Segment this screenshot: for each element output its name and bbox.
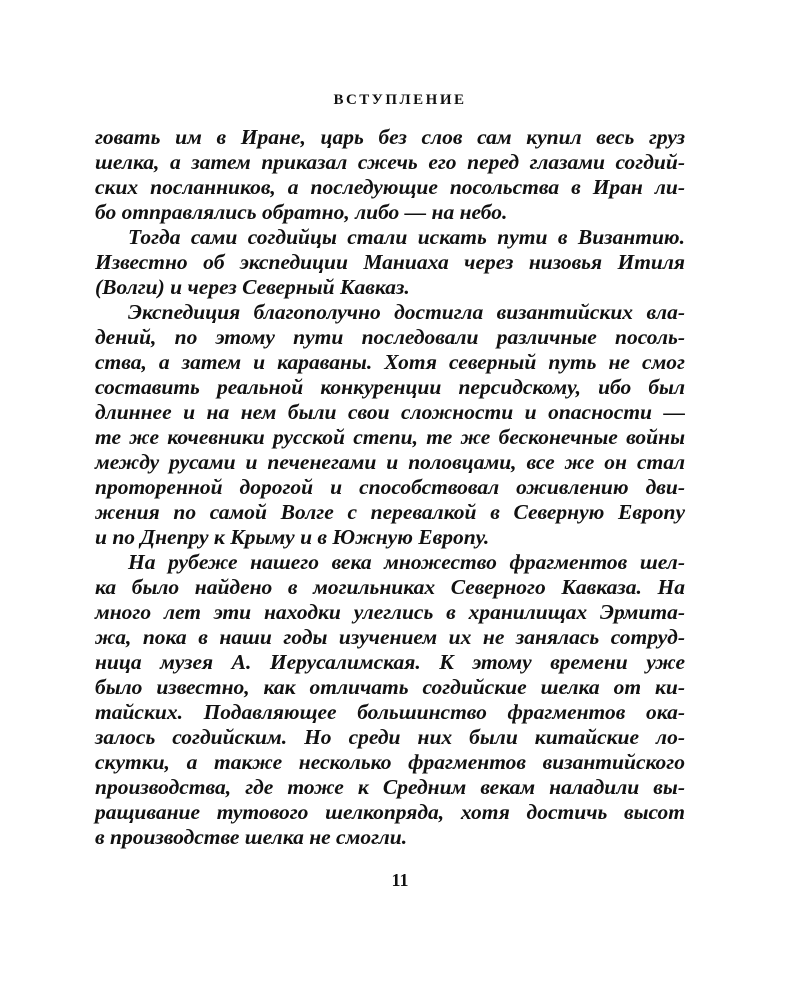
text-line: На рубеже нашего века множество фрагментов шел-: [128, 550, 685, 574]
text-line: жения по самой Волге с перевалкой в Северную Европу: [95, 500, 685, 524]
text-line: в производстве шелка не смогли.: [95, 825, 408, 849]
text-line: ращивание тутового шелкопряда, хотя достичь высот: [95, 800, 685, 824]
text-line: залось согдийским. Но среди них были китайские ло-: [95, 725, 685, 749]
text-line: длиннее и на нем были свои сложности и опасности —: [95, 400, 685, 424]
text-line: между русами и печенегами и половцами, все же он стал: [95, 450, 685, 474]
text-line: (Волги) и через Северный Кавказ.: [95, 275, 410, 299]
text-line: жа, пока в наши годы изучением их не занялась сотруд-: [95, 625, 685, 649]
text-line: производства, где тоже к Средним векам наладили вы-: [95, 775, 685, 799]
text-line: ница музея А. Иерусалимская. К этому времени уже: [95, 650, 685, 674]
text-line: тайских. Подавляющее большинство фрагментов ока-: [95, 700, 685, 724]
text-line: Известно об экспедиции Маниаха через низовья Итиля: [95, 250, 685, 274]
running-head: ВСТУПЛЕНИЕ: [333, 92, 467, 108]
text-line: Тогда сами согдийцы стали искать пути в Византию.: [128, 225, 685, 249]
text-line: шелка, а затем приказал сжечь его перед глазами согдий-: [95, 150, 685, 174]
text-line: составить реальной конкуренции персидскому, ибо был: [95, 375, 685, 399]
text-line: ка было найдено в могильниках Северного Кавказа. На: [95, 575, 685, 599]
text-line: ских посланников, а последующие посольства в Иран ли-: [95, 175, 685, 199]
text-line: ства, а затем и караваны. Хотя северный путь не смог: [95, 350, 685, 374]
page-number: 11: [391, 870, 409, 890]
text-line: скутки, а также несколько фрагментов византийского: [95, 750, 685, 774]
text-line: много лет эти находки улеглись в хранилищах Эрмита-: [95, 600, 685, 624]
body-text: [95, 125, 685, 850]
text-line: дений, по этому пути последовали различные посоль-: [95, 325, 685, 349]
text-line: говать им в Иране, царь без слов сам купил весь груз: [95, 125, 685, 149]
text-line: проторенной дорогой и способствовал оживлению дви-: [95, 475, 685, 499]
text-line: бо отправлялись обратно, либо — на небо.: [95, 200, 508, 224]
text-line: те же кочевники русской степи, те же бесконечные войны: [95, 425, 685, 449]
text-line: Экспедиция благополучно достигла византийских вла-: [128, 300, 685, 324]
text-line: и по Днепру к Крыму и в Южную Европу.: [95, 525, 490, 549]
text-line: было известно, как отличать согдийские шелка от ки-: [95, 675, 685, 699]
